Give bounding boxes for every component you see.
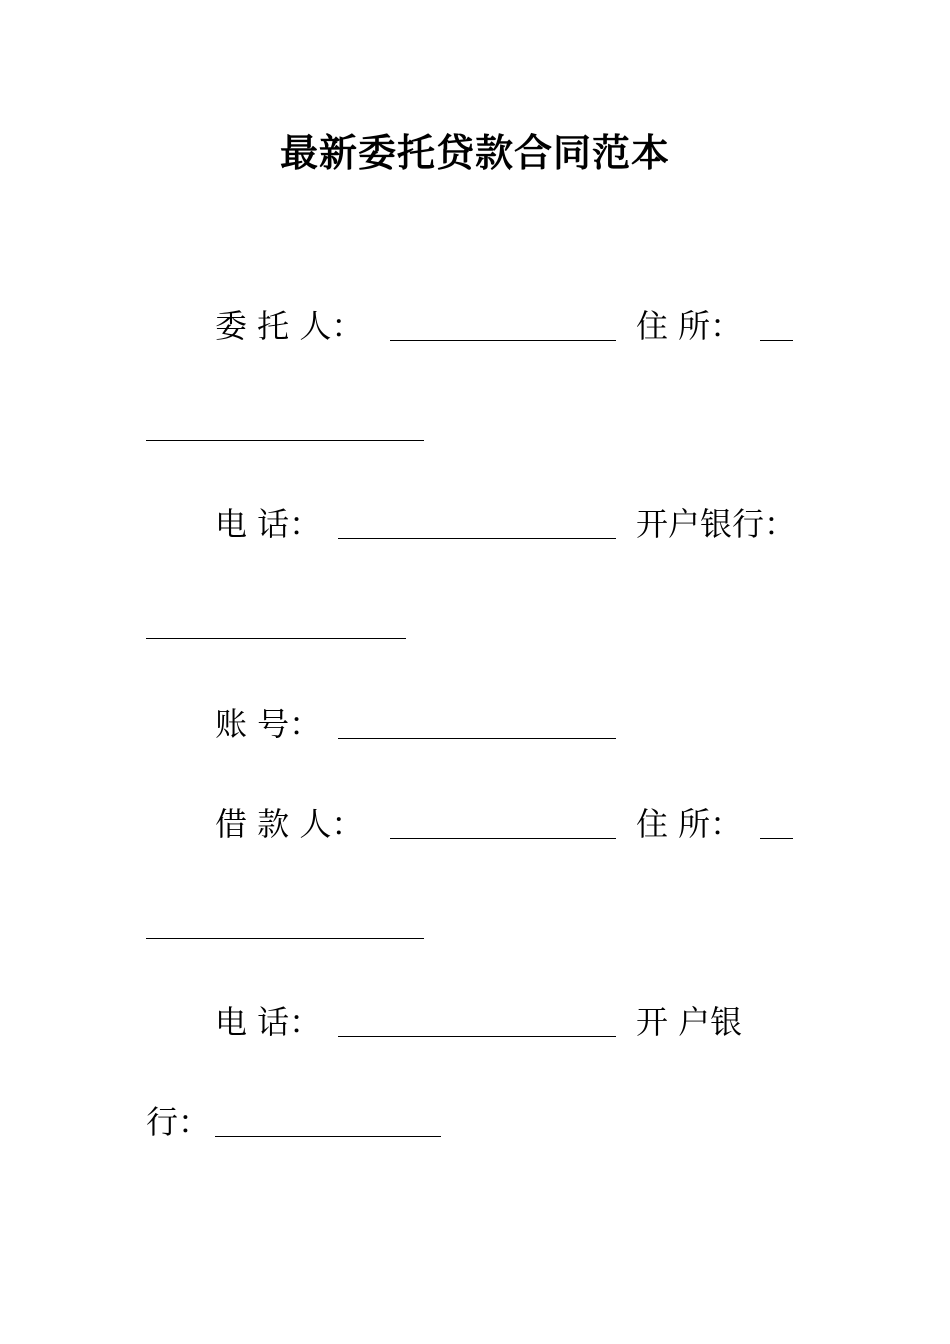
entruster-account-field[interactable] (338, 738, 616, 739)
entruster-account-label: 账 号： (215, 705, 322, 743)
borrower-address-continued (0, 904, 950, 944)
entruster-bank-label: 开户银行： (636, 505, 797, 543)
entruster-bank-continued (0, 604, 950, 644)
entruster-address-label: 住 所： (636, 307, 743, 345)
entruster-name-field[interactable] (390, 340, 616, 341)
entruster-address-field-start[interactable] (760, 340, 793, 341)
borrower-address-field-start[interactable] (760, 838, 793, 839)
document-title: 最新委托贷款合同范本 (279, 130, 670, 175)
borrower-label: 借 款 人： (215, 805, 364, 843)
borrower-phone-field[interactable] (338, 1036, 616, 1037)
entruster-account-line (0, 704, 950, 744)
entruster-bank-field[interactable] (146, 638, 406, 639)
borrower-bank-label-part2: 行： (146, 1103, 211, 1141)
entruster-contact-line (0, 504, 950, 544)
borrower-bank-continued (0, 1102, 950, 1142)
borrower-address-label: 住 所： (636, 805, 743, 843)
borrower-line (0, 804, 950, 844)
borrower-bank-field[interactable] (215, 1136, 441, 1137)
borrower-name-field[interactable] (390, 838, 616, 839)
entruster-phone-label: 电 话： (215, 505, 322, 543)
entruster-line (0, 306, 950, 346)
entruster-address-field-end[interactable] (146, 440, 424, 441)
borrower-contact-line (0, 1002, 950, 1042)
borrower-bank-label-part1: 开 户银 (636, 1003, 743, 1041)
borrower-phone-label: 电 话： (215, 1003, 322, 1041)
entruster-phone-field[interactable] (338, 538, 616, 539)
entruster-label: 委 托 人： (215, 307, 364, 345)
entruster-address-continued (0, 406, 950, 446)
borrower-address-field-end[interactable] (146, 938, 424, 939)
